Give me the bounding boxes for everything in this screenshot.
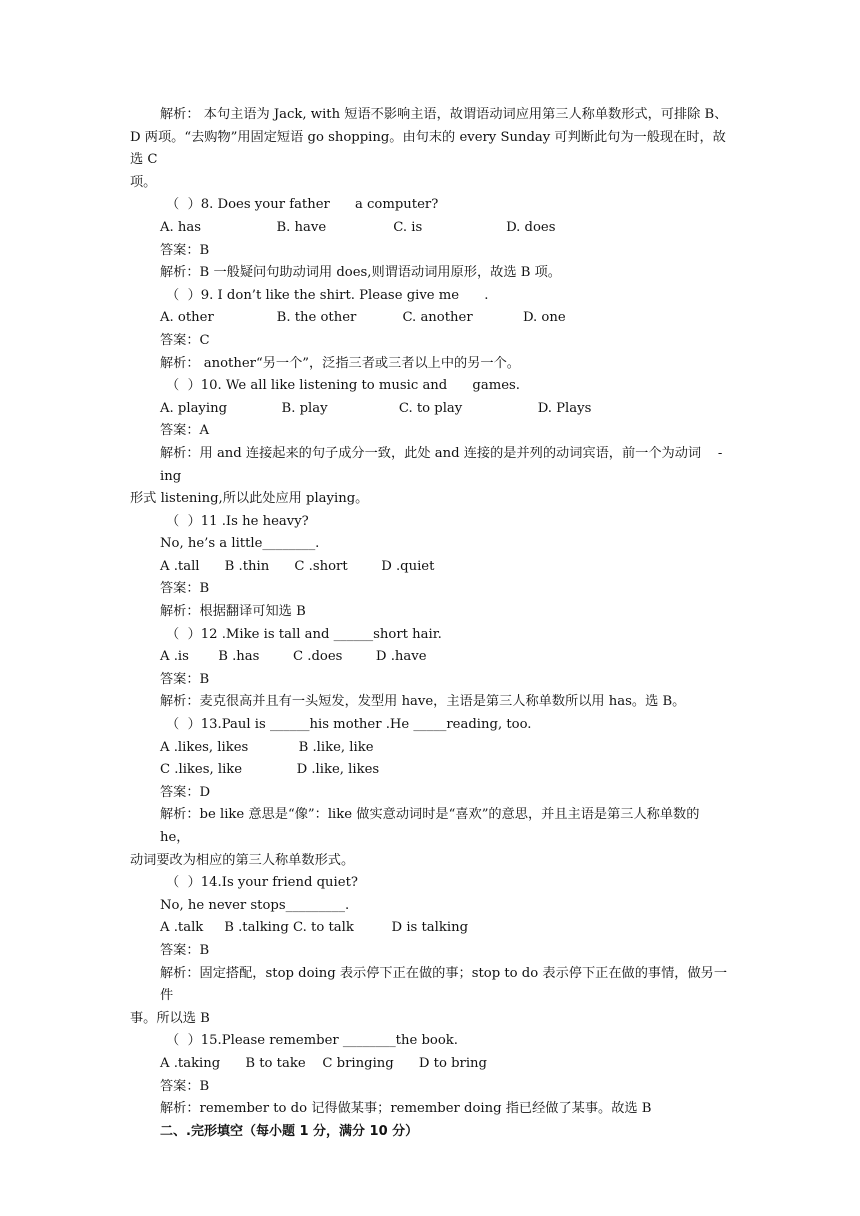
explanation-continuation-line: D 两项。“去购物”用固定短语 go shopping。由句末的 every Sunday 可判断此句为一般现在时，故选 C (130, 129, 726, 168)
explanation-paragraph (130, 963, 732, 1031)
answer-options: A. other B. the other C. another D. one (160, 310, 566, 326)
explanation-paragraph (130, 104, 732, 194)
answer-options: A. playing B. play C. to play D. Plays (160, 400, 592, 416)
explanation-continuation-line: 事。所以选 B (130, 1010, 210, 1026)
answer-options: A. has B. have C. is D. does (160, 219, 556, 235)
question-stem: （ ）13.Paul is ______his mother .He _____reading, too. (166, 717, 532, 733)
explanation-continuation-line: 形式 listening,所以此处应用 playing。 (130, 491, 369, 507)
explanation-paragraph (160, 262, 732, 285)
answer-options: No, he never stops_________. (160, 897, 350, 913)
answer-key: 答案：B (160, 581, 210, 597)
answer-options: A .tall B .thin C .short D .quiet (160, 558, 435, 574)
explanation-line: 解析：B 一般疑问句助动词用 does,则谓语动词用原形，故选 B 项。 (160, 265, 561, 281)
question-stem: （ ）12 .Mike is tall and ______short hair. (166, 626, 442, 642)
question-stem: （ ）11 .Is he heavy? (166, 513, 309, 529)
explanation-line: 解析：固定搭配，stop doing 表示停下正在做的事；stop to do 表示停下正在做的事情，做另一件 (160, 965, 728, 1004)
answer-key: 答案：D (160, 784, 211, 800)
answer-options: A .is B .has C .does D .have (160, 649, 427, 665)
explanation-line: 解析：用 and 连接起来的句子成分一致，此处 and 连接的是并列的动词宾语，前一个为动词 -ing (160, 445, 723, 484)
question-stem: （ ）8. Does your father a computer? (166, 197, 439, 213)
answer-options: A .likes, likes B .like, like (160, 739, 374, 755)
answer-key: 答案：B (160, 242, 210, 258)
explanation-line: 解析： 本句主语为 Jack, with 短语不影响主语，故谓语动词应用第三人称单数形式，可排除 B、 (160, 107, 728, 122)
explanation-paragraph (160, 691, 732, 714)
explanation-paragraph (130, 804, 732, 872)
question-stem: （ ）10. We all like listening to music and games. (166, 378, 520, 394)
explanation-line: 解析：be like 意思是“像”：like 做实意动词时是“喜欢”的意思，并且主语是第三人称单数的 he， (160, 807, 704, 845)
question-stem: （ ）14.Is your friend quiet? (166, 875, 358, 891)
question-stem: （ ）15.Please remember ________the book. (166, 1033, 458, 1049)
answer-options: C .likes, like D .like, likes (160, 762, 380, 778)
answer-key: 答案：B (160, 942, 210, 958)
answer-options: No, he’s a little________. (160, 536, 320, 552)
answer-options: A .talk B .talking C. to talk D is talking (160, 920, 469, 936)
answer-key: 答案：C (160, 332, 210, 348)
section-heading: 二、.完形填空（每小题 1 分，满分 10 分） (160, 1123, 419, 1139)
explanation-paragraph (160, 601, 732, 624)
explanation-line: 解析：麦克很高并且有一头短发，发型用 have，主语是第三人称单数所以用 has。选 B。 (160, 694, 686, 710)
explanation-paragraph (130, 443, 732, 511)
answer-key: 答案：B (160, 1078, 210, 1094)
question-stem: （ ）9. I don’t like the shirt. Please give me . (166, 287, 489, 303)
explanation-line: 解析：根据翻译可知选 B (160, 604, 306, 620)
explanation-continuation-line: 项。 (130, 174, 157, 190)
explanation-continuation-line: 动词要改为相应的第三人称单数形式。 (130, 852, 355, 868)
explanation-paragraph (160, 1098, 732, 1121)
explanation-line: 解析：remember to do 记得做某事；remember doing 指已经做了某事。故选 B (160, 1101, 652, 1117)
answer-key: 答案：B (160, 671, 210, 687)
answer-key: 答案：A (160, 423, 210, 439)
answer-options: A .taking B to take C bringing D to bring (160, 1055, 487, 1071)
explanation-paragraph (160, 353, 732, 376)
explanation-line: 解析： another“另一个”，泛指三者或三者以上中的另一个。 (160, 355, 520, 371)
